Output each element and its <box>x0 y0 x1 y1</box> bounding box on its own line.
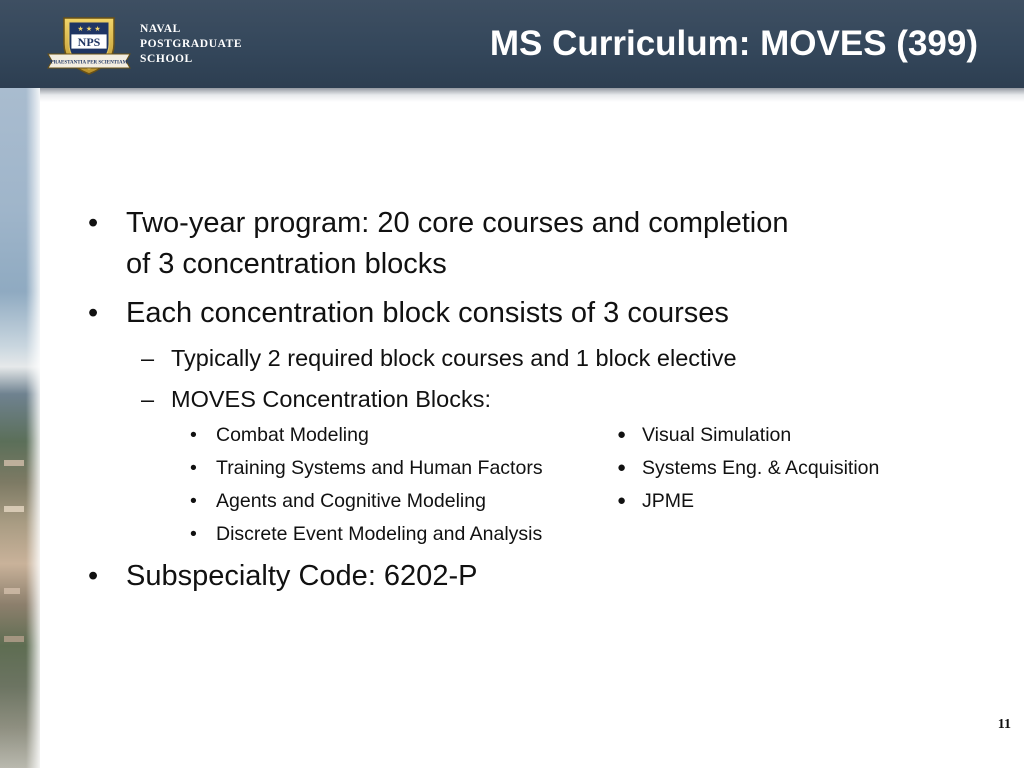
block-item <box>617 455 880 481</box>
block-item <box>190 455 543 481</box>
block-text: Systems Eng. & Acquisition <box>642 457 880 479</box>
sub-bullet-text: Typically 2 required block courses and 1 block elective <box>171 345 737 371</box>
slide-title: MS Curriculum: MOVES (399) <box>489 24 978 63</box>
block-item <box>190 422 369 448</box>
bullet-icon: • <box>88 297 99 329</box>
block-text: Training Systems and Human Factors <box>216 457 543 479</box>
school-name-line: POSTGRADUATE <box>140 38 243 50</box>
logo-motto: PRAESTANTIA PER SCIENTIAM <box>50 60 128 66</box>
bullet-text: Subspecialty Code: 6202-P <box>126 560 478 592</box>
block-text: Agents and Cognitive Modeling <box>216 490 486 512</box>
bullet-text: Each concentration block consists of 3 courses <box>126 297 729 329</box>
dot-icon: ● <box>617 426 627 443</box>
block-text: Discrete Event Modeling and Analysis <box>216 523 543 545</box>
sub-bullet-item <box>141 384 491 414</box>
school-name-line: NAVAL <box>140 23 181 35</box>
block-item <box>617 488 695 514</box>
bullet-icon: • <box>88 560 99 592</box>
bullet-icon: • <box>190 523 197 545</box>
logo-text: NPS <box>77 35 101 49</box>
block-item <box>190 521 543 547</box>
block-text: Combat Modeling <box>216 424 369 446</box>
page-number: 11 <box>997 717 1011 732</box>
dot-icon: ● <box>617 492 627 509</box>
bullet-icon: • <box>190 457 197 479</box>
bullet-icon: • <box>190 490 197 512</box>
bullet-item <box>88 556 926 597</box>
dash-icon: – <box>141 345 155 371</box>
bullet-icon: • <box>88 207 99 239</box>
bullet-item <box>88 203 926 285</box>
sub-bullet-item <box>141 343 737 373</box>
block-item <box>190 488 486 514</box>
block-text: JPME <box>642 490 695 512</box>
school-name-line: SCHOOL <box>140 53 193 65</box>
block-text: Visual Simulation <box>642 424 792 446</box>
bullet-text: of 3 concentration blocks <box>126 248 447 280</box>
dot-icon: ● <box>617 459 627 476</box>
bullet-icon: • <box>190 424 197 446</box>
dash-icon: – <box>141 386 155 412</box>
svg-text:★ ★ ★: ★ ★ ★ <box>77 25 101 33</box>
bullet-text: Two-year program: 20 core courses and completion <box>126 207 789 239</box>
sub-bullet-text: MOVES Concentration Blocks: <box>171 386 491 412</box>
bullet-item <box>88 293 926 334</box>
block-item <box>617 422 792 448</box>
